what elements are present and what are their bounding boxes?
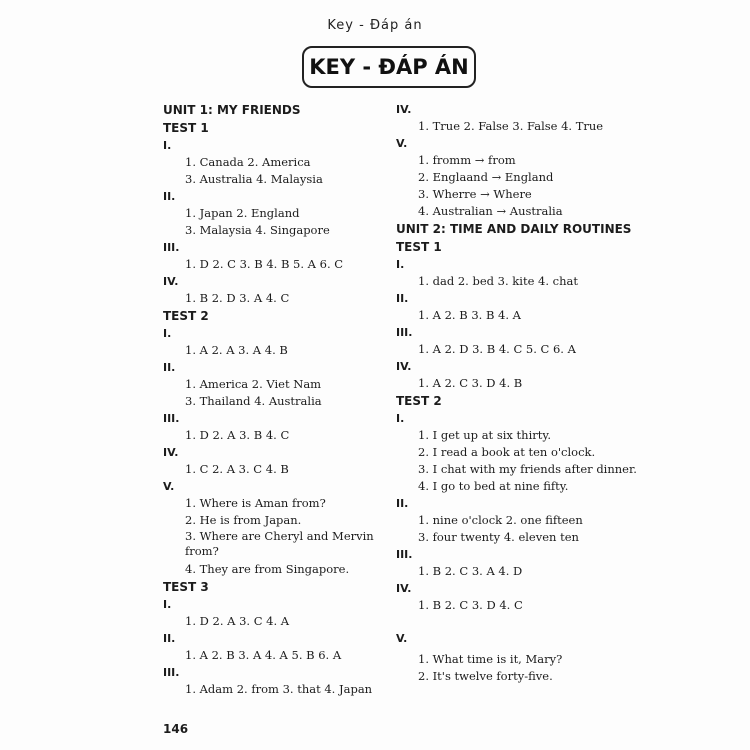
answer-row: 1. A 2. D 3. B 4. C 5. C 6. A (418, 342, 576, 356)
section-label: IV. (163, 275, 179, 288)
right-column (396, 101, 637, 685)
answer-row: 1. True 2. False 3. False 4. True (418, 119, 604, 133)
section-label: II. (163, 361, 176, 374)
answer-row: 1. America 2. Viet Nam (185, 377, 322, 391)
section-label: V. (396, 632, 408, 645)
answer-row: 3. four twenty 4. eleven ten (418, 530, 579, 544)
answer-row: 1. A 2. B 3. A 4. A 5. B 6. A (185, 648, 342, 662)
section-label: I. (163, 327, 172, 340)
section-label: II. (163, 190, 176, 203)
section-label: III. (163, 666, 180, 679)
answer-row: 1. D 2. A 3. C 4. A (185, 614, 290, 628)
answer-row: 1. Japan 2. England (185, 206, 300, 220)
section-label: V. (163, 480, 175, 493)
answer-row: 1. B 2. C 3. A 4. D (418, 564, 523, 578)
answer-row: 1. nine o'clock 2. one fifteen (418, 513, 583, 527)
answer-row: 2. He is from Japan. (185, 513, 302, 527)
answer-row: 3. Wherre → Where (418, 187, 532, 201)
answer-row: 3. Thailand 4. Australia (185, 394, 322, 408)
running-header: Key - Đáp án (327, 18, 423, 33)
answer-row: 2. Englaand → England (418, 170, 554, 184)
section-label: IV. (396, 582, 412, 595)
answer-row: 4. I go to bed at nine fifty. (418, 479, 569, 493)
answer-row: 1. dad 2. bed 3. kite 4. chat (418, 274, 578, 288)
section-label: V. (396, 137, 408, 150)
section-label: III. (163, 412, 180, 425)
section-label: I. (396, 258, 405, 271)
answer-row: 3. Where are Cheryl and Mervin from? (185, 529, 374, 558)
answer-row: 1. Canada 2. America (185, 155, 311, 169)
section-label: III. (396, 548, 413, 561)
section-label: IV. (396, 103, 412, 116)
answer-row: 3. Australia 4. Malaysia (185, 172, 323, 186)
page-title: KEY - ĐÁP ÁN (302, 46, 476, 88)
answer-row: 1. I get up at six thirty. (418, 428, 551, 442)
test-title: TEST 3 (163, 580, 209, 594)
answer-row: 2. I read a book at ten o'clock. (418, 445, 596, 459)
answer-row: 1. What time is it, Mary? (418, 652, 563, 666)
answer-row: 4. Australian → Australia (418, 204, 563, 218)
answer-row: 1. A 2. A 3. A 4. B (185, 343, 288, 357)
left-column (163, 101, 383, 698)
answer-row: 4. They are from Singapore. (185, 562, 350, 576)
answer-row: 1. D 2. C 3. B 4. B 5. A 6. C (185, 257, 344, 271)
answer-row: 2. It's twelve forty-five. (418, 669, 553, 683)
answer-row: 1. Where is Aman from? (185, 496, 326, 510)
answer-row: 3. I chat with my friends after dinner. (418, 462, 637, 476)
section-label: I. (163, 139, 172, 152)
answer-row: 1. B 2. C 3. D 4. C (418, 598, 523, 612)
unit-title: UNIT 2: TIME AND DAILY ROUTINES (396, 222, 632, 236)
unit-title: UNIT 1: MY FRIENDS (163, 103, 301, 117)
section-label: III. (396, 326, 413, 339)
answer-row: 1. D 2. A 3. B 4. C (185, 428, 290, 442)
test-title: TEST 2 (163, 309, 209, 323)
section-label: II. (163, 632, 176, 645)
section-label: I. (396, 412, 405, 425)
answer-row: 1. A 2. B 3. B 4. A (418, 308, 521, 322)
section-label: I. (163, 598, 172, 611)
test-title: TEST 1 (396, 240, 442, 254)
page-number: 146 (163, 722, 189, 736)
section-label: III. (163, 241, 180, 254)
answer-row: 3. Malaysia 4. Singapore (185, 223, 330, 237)
section-label: IV. (396, 360, 412, 373)
answer-row: 1. C 2. A 3. C 4. B (185, 462, 289, 476)
test-title: TEST 1 (163, 121, 209, 135)
answer-row: 1. A 2. C 3. D 4. B (418, 376, 523, 390)
answer-row: 1. B 2. D 3. A 4. C (185, 291, 290, 305)
test-title: TEST 2 (396, 394, 442, 408)
section-label: II. (396, 497, 409, 510)
spacer (396, 614, 616, 630)
section-label: IV. (163, 446, 179, 459)
answer-row: 1. fromm → from (418, 153, 516, 167)
answer-row: 1. Adam 2. from 3. that 4. Japan (185, 682, 373, 696)
section-label: II. (396, 292, 409, 305)
